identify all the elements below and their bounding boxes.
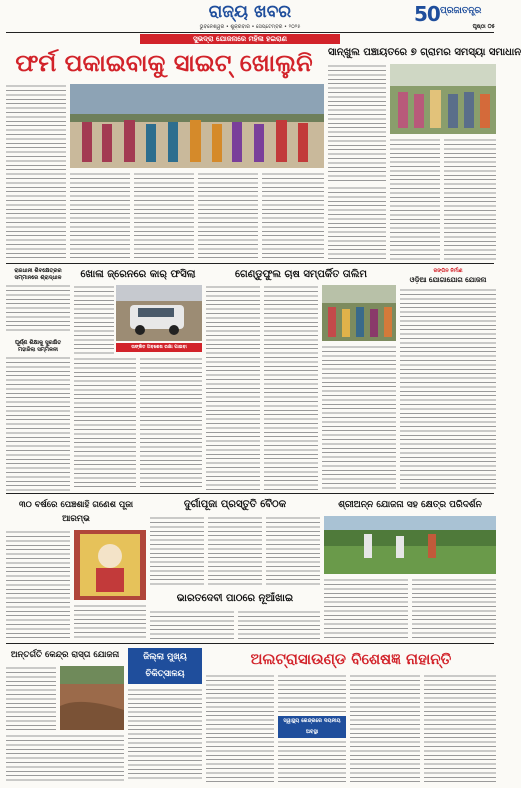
lead-body-col-2: [70, 172, 130, 260]
durga-years-body-col-1: [6, 530, 70, 640]
durga-prep-body-col-1: [150, 516, 204, 588]
right-brief-body: [400, 288, 496, 490]
left-brief-1: [6, 268, 70, 336]
idol-photo: [74, 530, 146, 600]
right-brief: [400, 268, 496, 490]
anniversary-number: 50: [414, 2, 440, 26]
training-photo: [322, 285, 396, 341]
right-brief-headline: ଓଡ଼ିଆ ଯୋଗାଯୋଗ ଯୋଜନା: [409, 276, 487, 284]
page-label: ପୃଷ୍ଠା ୦୫: [472, 24, 495, 30]
lead-body-col-1: [6, 84, 66, 260]
left-brief-2: [6, 340, 70, 490]
field-visit-photo: [324, 516, 496, 574]
crane-tag: ତାଙ୍କିତ ଅବଶେଷ ରକ୍ଷା ପାଇବା: [116, 343, 202, 352]
divider-3: [6, 643, 494, 644]
lead-headline: ଫର୍ମ ପକାଇବାକୁ ସାଇଟ୍ ଖୋଲୁନି: [15, 49, 313, 77]
section-title: ରାଜ୍ୟ ଖବର: [208, 2, 292, 22]
shree-anna-headline: ଶ୍ରୀଅନ୍ନ ଯୋଜନା ସହ କ୍ଷେତ୍ର ପରିଦର୍ଶନ: [338, 500, 482, 510]
panchayat-body-col-2: [390, 138, 440, 260]
ultrasound-sub-box: [278, 716, 346, 738]
queue-photo: [70, 84, 324, 168]
brand-name: ପ୍ରଜାତନ୍ତ୍ର: [440, 6, 482, 16]
durga-prep-headline: ଦୁର୍ଗାପୂଜା ପ୍ରସ୍ତୁତି ବୈଠକ: [183, 499, 287, 510]
damaged-road-photo: [60, 666, 124, 730]
ultrasound-body-col-5: [424, 674, 496, 782]
road-photo: [60, 666, 124, 730]
ultrasound-subheadline: ସ୍ୱାସ୍ଥ୍ୟ କେନ୍ଦ୍ରରେ ଦୟନୀୟ ଅବସ୍ଥା: [283, 718, 341, 735]
road-body-col-2: [6, 734, 124, 782]
crane-body-col-3: [140, 357, 202, 490]
crane-headline: ଖୋଳା ଜ୍ରେନରେ କାର୍ ଫସିଲା: [80, 269, 196, 280]
left-brief-2-headline: ପୂର୍ଣ୍ଣ ଶିକ୍ଷାକୁ ସୁରକ୍ଷିତ ମହାଜିଲା ସମ୍ମିଳନୀ: [14, 340, 62, 353]
bharatadevi-body-col-2: [238, 610, 320, 640]
lead-body-col-4: [198, 172, 258, 260]
lead-photo-queue: [70, 84, 324, 168]
crane-photo: [116, 285, 202, 341]
panchayat-headline: ସାନ୍ଖୁଲ ପଞ୍ଚାୟତରେ ୭ ଗ୍ରାମର ସମସ୍ୟା ସମାଧାନ: [328, 47, 521, 58]
shree-anna-body-col-1: [324, 578, 408, 640]
ultrasound-body-col-2: [278, 674, 346, 714]
lead-kicker-bar: [140, 34, 340, 44]
lead-kicker: ସୁଭଦ୍ରା ଯୋଜନାରେ ମହିଳା ହଇରାଣ: [193, 35, 287, 43]
left-brief-1-headline: ରାଜଧାନୀ ଶିବକ୍ଷେତ୍ରର ସମ୍ମାନରେ ଶ୍ରାଦ୍ଧାଳ: [14, 268, 62, 281]
marigold-body-col-1: [206, 285, 260, 490]
panchayat-body-col-1: [328, 64, 386, 182]
panchayat-body-col-3: [444, 138, 496, 260]
durga-prep-body-col-3: [266, 516, 320, 588]
bharatadevi-headline: ଭାରତଦେବୀ ପାଠରେ ନୂଆଁଖାଇ: [176, 593, 294, 604]
road-headline: ଅନ୍ତର୍ଗତି କେନ୍ଦ୍ର ରାସ୍ତା ଯୋଜନା: [10, 650, 120, 660]
panchayat-meeting-photo: [390, 64, 496, 134]
divider-2: [6, 493, 494, 494]
lead-body-col-5: [262, 172, 324, 260]
marigold-photo: [322, 285, 396, 341]
dateline: ଭୁବନେଶ୍ୱର • ଶୁକ୍ରବାର • ସେପ୍ଟେମ୍ବର • ୨୦୨୫: [199, 24, 301, 30]
road-body-col-1: [6, 666, 56, 730]
crane-body-col-2: [74, 357, 136, 490]
durga-prep-body-col-2: [208, 516, 262, 588]
right-brief-kicker: ରଙ୍ଗିନ ନିର୍ମାଣ: [433, 268, 463, 274]
ultrasound-headline: ଅଲଟ୍ରାସାଉଣ୍ଡ ବିଶେଷଜ୍ଞ ନାହାନ୍ତି: [250, 650, 452, 668]
bharatadevi-body-col-1: [150, 610, 234, 640]
lead-body-col-3: [134, 172, 194, 260]
divider-1: [6, 263, 494, 264]
district-chief-body: [128, 688, 202, 782]
ganesh-photo: [74, 530, 146, 600]
marigold-headline: ଗେଣ୍ଡୁଫୁଲ ଚାଷ ସମ୍ପର୍କିତ ତାଲିମ: [235, 269, 367, 280]
marigold-body-col-3: [322, 345, 396, 490]
ultrasound-body-col-4: [350, 674, 420, 782]
ultrasound-body-col-1: [206, 674, 274, 782]
ultrasound-body-col-3: [278, 740, 346, 782]
durga-years-headline: ୩୦ ବର୍ଷରେ ପେଞ୍ଚଶାହି ଗଣେଶ ପୂଜା ଆରମ୍ଭ: [18, 500, 134, 524]
district-chief-headline: ଜିଲ୍ଲା ମୁଖ୍ୟ ଚିକିତ୍ସାଳୟ: [143, 652, 187, 679]
anniversary-logo: [414, 2, 440, 26]
field-photo: [324, 516, 496, 574]
shree-anna-body-col-2: [412, 578, 496, 640]
durga-years-body-col-2: [74, 604, 146, 640]
left-brief-1-body: [6, 284, 70, 334]
car-in-trench-photo: [116, 285, 202, 341]
crane-body-col-1: [74, 285, 114, 355]
panchayat-body-col-4: [328, 186, 386, 260]
panchayat-photo: [390, 64, 496, 134]
header-rule: [6, 32, 494, 33]
district-chief-box: [128, 648, 202, 684]
marigold-body-col-2: [264, 285, 318, 490]
left-brief-2-body: [6, 356, 70, 492]
